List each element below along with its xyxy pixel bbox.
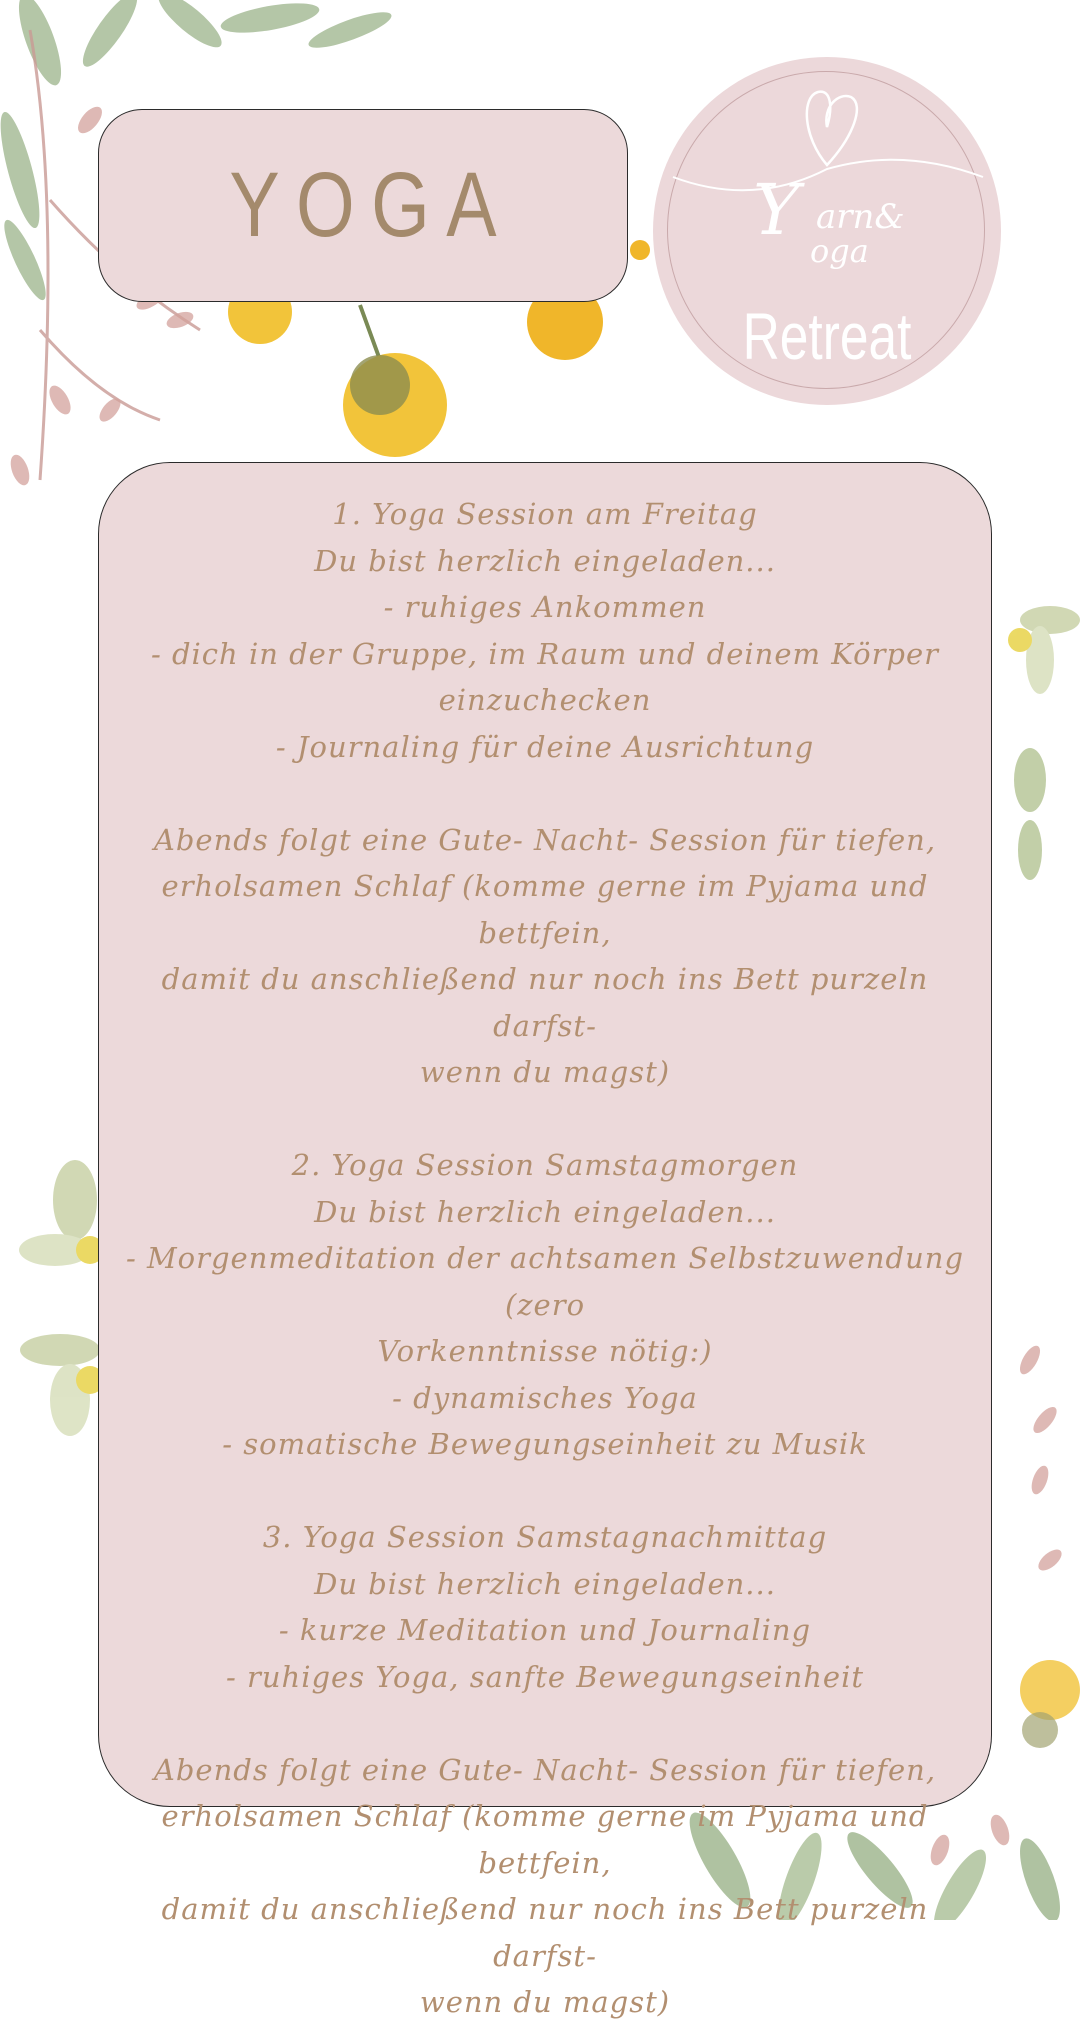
session-line: Du bist herzlich eingeladen... [314,1566,776,1601]
page-title: YOGA [229,154,513,256]
session-line: - dich in der Gruppe, im Raum und deinem Körper [150,636,940,671]
session-line: wenn du magst) [419,1055,671,1089]
session-line: damit du anschließend nur noch ins Bett purzeln darfst- [161,962,929,1043]
logo-yarn-text: arn& [816,197,905,237]
session-line: erholsamen Schlaf (komme gerne im Pyjama und bettfein, [161,1799,929,1880]
logo-letter-y: Y [753,169,800,251]
title-box [98,109,628,302]
session-line: damit du anschließend nur noch ins Bett purzeln darfst- [161,1892,929,1973]
logo-yoga-text: oga [810,232,869,270]
session-line: - kurze Meditation und Journaling [278,1613,812,1647]
session-line: erholsamen Schlaf (komme gerne im Pyjama und bettfein, [161,869,929,950]
session-block-2 [113,1142,977,1468]
session-line: 3. Yoga Session Samstagnachmittag [262,1520,828,1554]
session-block-1 [113,491,977,770]
session-line: Abends folgt eine Gute- Nacht- Session für tiefen, [153,822,937,857]
spacer [113,770,977,817]
logo-retreat-text: Retreat [742,299,912,373]
session-line: - dynamisches Yoga [392,1380,698,1415]
session-block-3 [113,1514,977,1700]
session-line: wenn du magst) [419,1985,671,2019]
session-line: 1. Yoga Session am Freitag [332,497,758,531]
schedule-card [98,462,992,2019]
right-white-flowers [1008,606,1080,880]
session-line: - Journaling für deine Ausrichtung [275,729,815,764]
session-line: - ruhiges Ankommen [383,590,707,624]
spacer [113,1468,977,1515]
spacer [113,1096,977,1143]
session-line: Du bist herzlich eingeladen... [314,1194,776,1229]
left-white-flowers [19,1160,104,1436]
spacer [113,1700,977,1747]
session-line: Abends folgt eine Gute- Nacht- Session für tiefen, [153,1752,937,1787]
session-line: - somatische Bewegungseinheit zu Musik [222,1427,868,1461]
session-line: einzuchecken [438,683,652,717]
evening-note-2 [113,1747,977,2026]
logo [653,57,1001,405]
session-line: Du bist herzlich eingeladen... [314,543,776,578]
session-line: Vorkenntnisse nötig:) [377,1334,713,1368]
session-line: - Morgenmeditation der achtsamen Selbstzuwendung (zero [125,1241,965,1322]
session-line: 2. Yoga Session Samstagmorgen [291,1148,799,1182]
session-line: - ruhiges Yoga, sanfte Bewegungseinheit [225,1659,865,1694]
evening-note-1 [113,817,977,1096]
